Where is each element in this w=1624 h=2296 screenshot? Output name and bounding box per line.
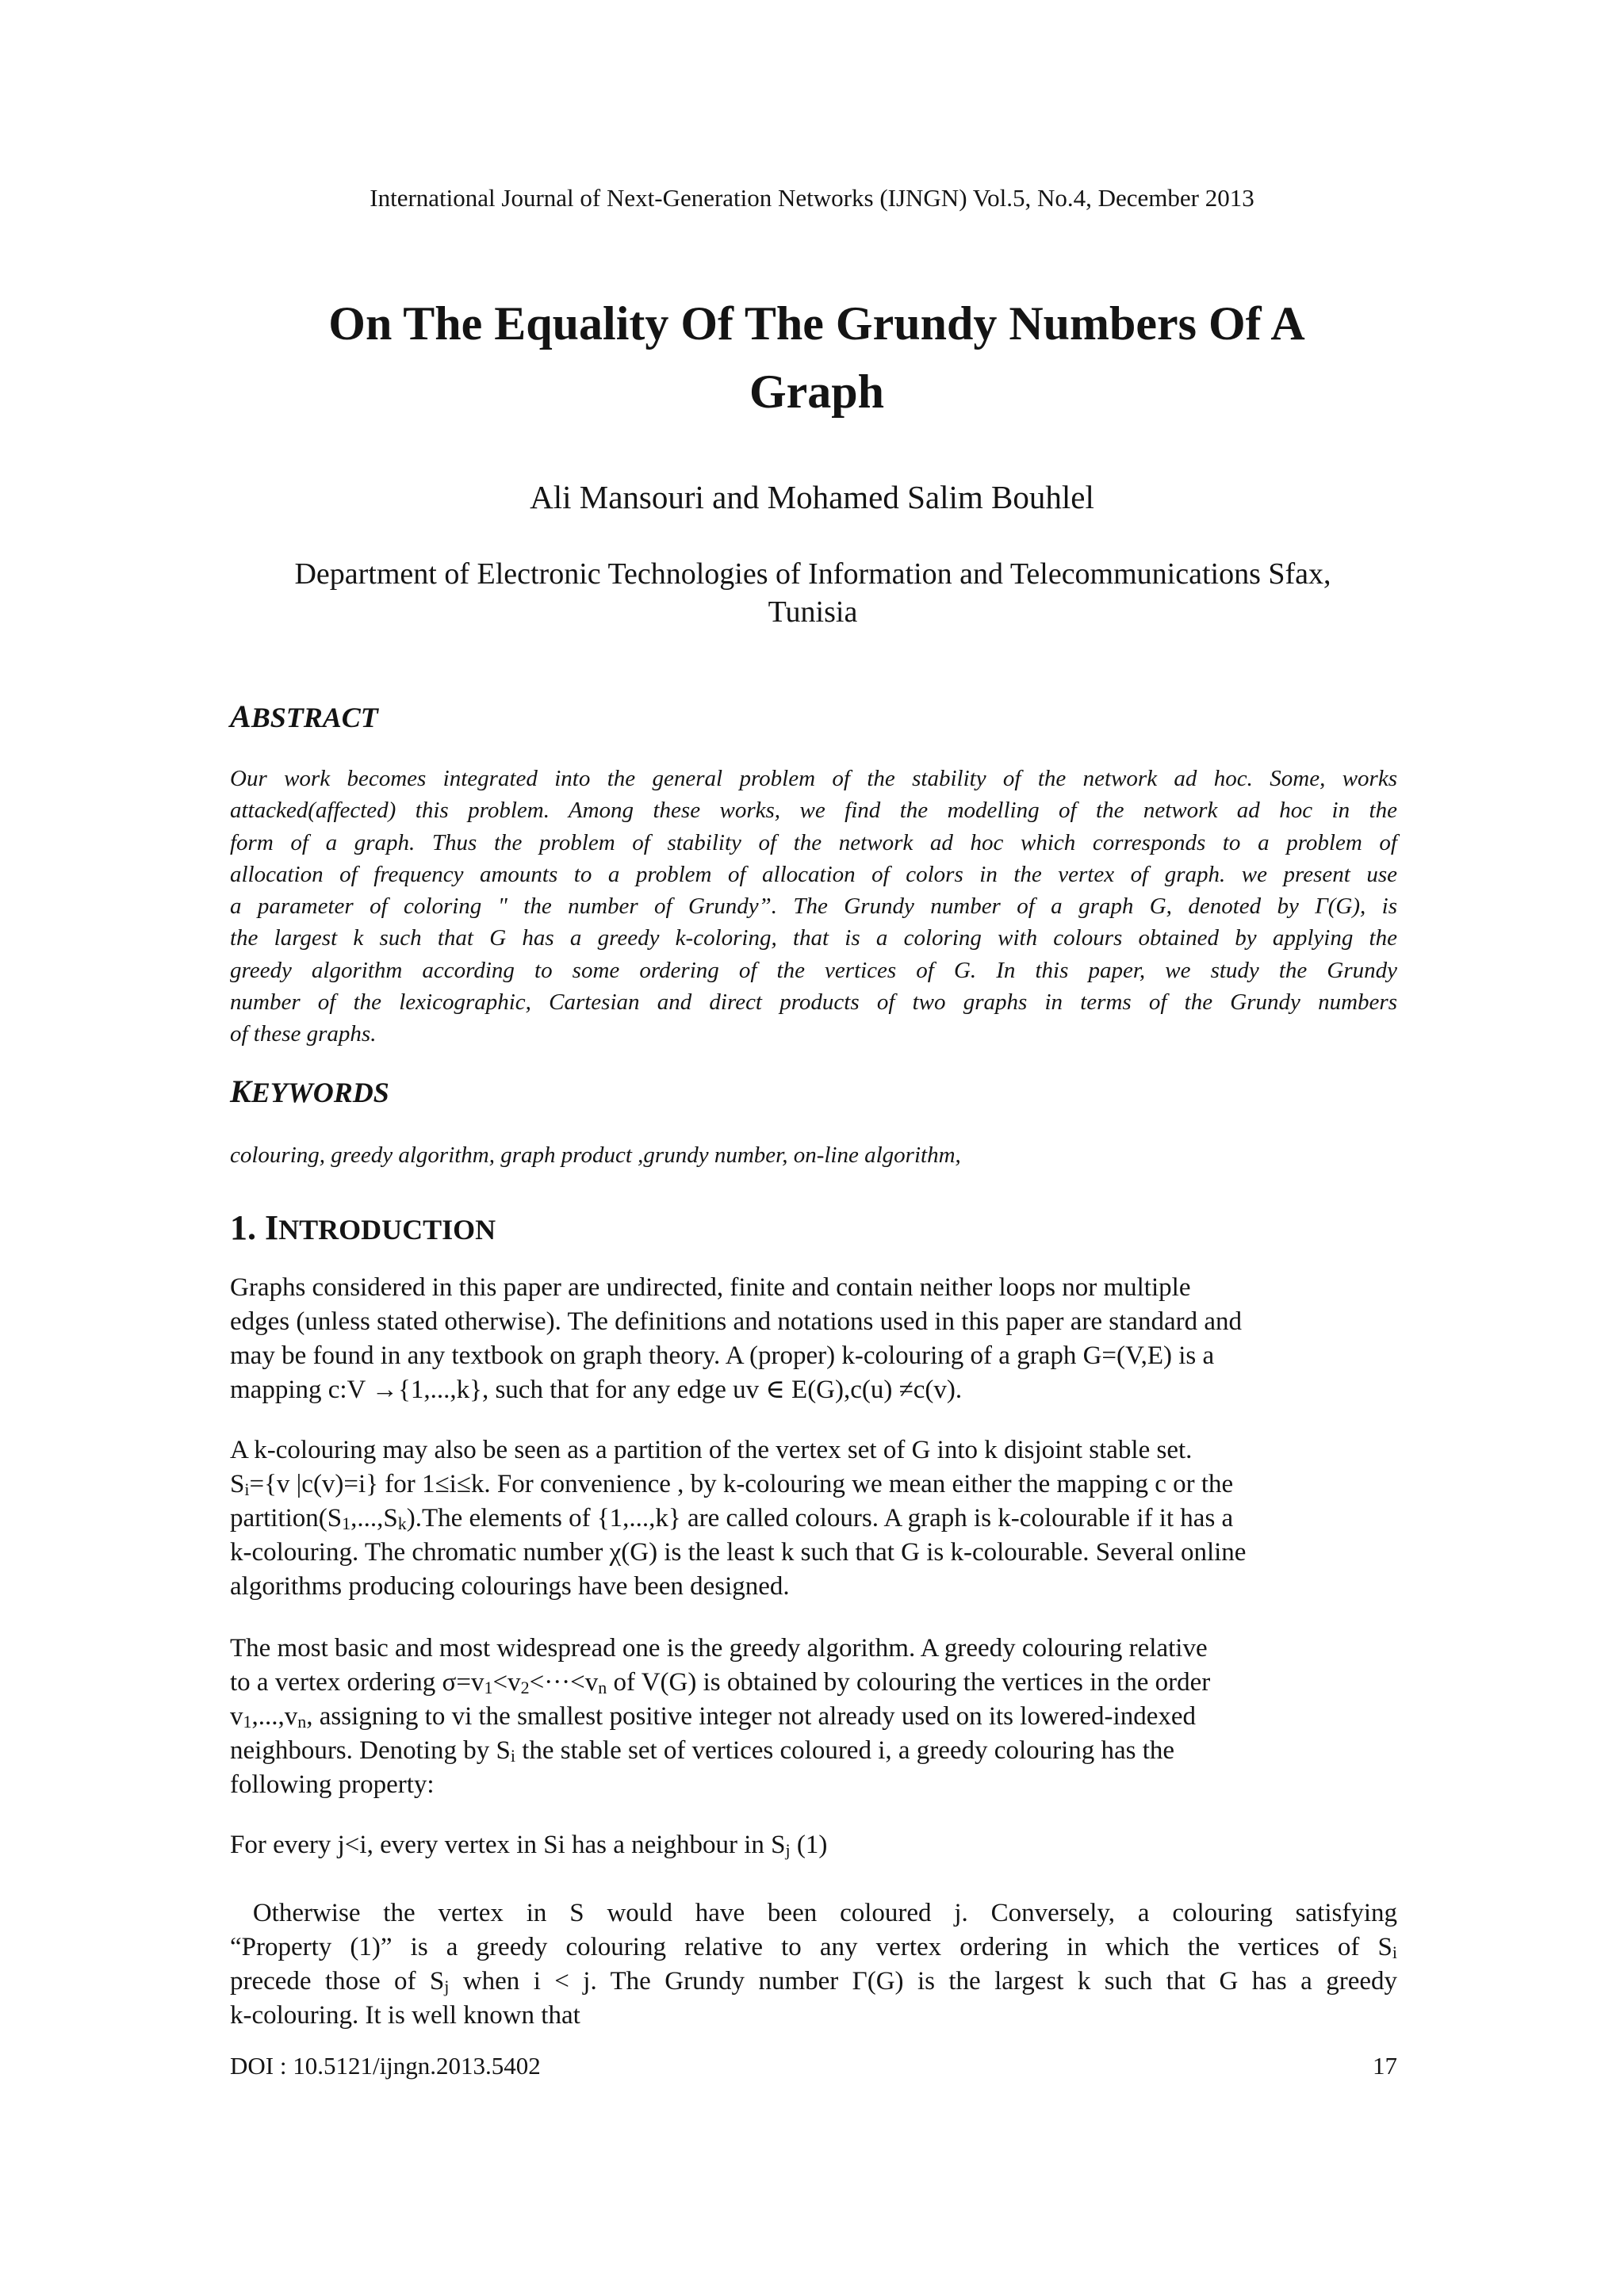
keywords-heading-rest: EYWORDS	[251, 1077, 389, 1108]
introduction-heading	[230, 1207, 496, 1248]
abstract-heading-initial: A	[230, 698, 251, 734]
intro-p4-line-4: k-colouring. It is well known that	[230, 2001, 580, 2030]
abstract-line-4: allocation of frequency amounts to a problem of allocation of colors in the vertex of graph. we present use	[230, 861, 1397, 887]
abstract-line-1: Our work becomes integrated into the general problem of the stability of the network ad hoc. Some, works	[230, 766, 1397, 791]
intro-p1-line-4: mapping c:V →{1,...,k}, such that for any edge uv ∈ E(G),c(u) ≠c(v).	[230, 1376, 963, 1404]
intro-p1-line-1: Graphs considered in this paper are undirected, finite and contain neither loops nor multiple	[230, 1273, 1191, 1302]
keywords-heading-initial: K	[230, 1073, 251, 1109]
intro-paragraph-2	[230, 1433, 1397, 1604]
affiliation	[230, 555, 1396, 631]
abstract-line-2: attacked(affected) this problem. Among these works, we find the modelling of the network ad hoc in the	[230, 798, 1397, 824]
intro-p1-line-3: may be found in any textbook on graph theory. A (proper) k-colouring of a graph G=(V,E) is a	[230, 1341, 1215, 1370]
intro-p2-line-1: A k-colouring may also be seen as a partition of the vertex set of G into k disjoint stable set.	[230, 1436, 1193, 1464]
paper-title	[198, 289, 1435, 426]
property-line: For every j<i, every vertex in Si has a neighbour in $S_j$ (1)	[230, 1831, 828, 1860]
abstract-heading-rest: BSTRACT	[251, 702, 378, 733]
intro-p2-line-4: k-colouring. The chromatic number χ(G) is the least k such that G is k-colourable. Several online	[230, 1538, 1247, 1567]
intro-p4-line-1: Otherwise the vertex in S would have been coloured j. Conversely, a colouring satisfying	[230, 1899, 1397, 1927]
intro-p2-line-2: $S_i=\{v$ |c(v)=i} for 1≤i≤k. For convenience , by k-colouring we mean either the mapping c or the	[230, 1470, 1234, 1499]
abstract-line-9: of these graphs.	[230, 1021, 377, 1047]
introduction-heading-initial: I	[265, 1208, 279, 1247]
introduction-heading-number: 1.	[230, 1208, 265, 1247]
paper-title-line-2: Graph	[749, 365, 885, 418]
intro-p1-line-2: edges (unless stated otherwise). The definitions and notations used in this paper are standard and	[230, 1307, 1242, 1336]
abstract-body	[230, 763, 1397, 1050]
intro-paragraph-3	[230, 1632, 1397, 1802]
keywords-heading	[230, 1073, 389, 1110]
intro-p2-line-5: algorithms producing colourings have been designed.	[230, 1572, 790, 1601]
keywords-text: colouring, greedy algorithm, graph product ,grundy number, on-line algorithm,	[230, 1142, 961, 1168]
intro-p4-line-3: precede those of $S_j$ when i < j. The Grundy number Γ(G) is the largest k such that G has a greedy	[230, 1967, 1397, 1996]
intro-p3-line-5: following property:	[230, 1770, 435, 1799]
authors: Ali Mansouri and Mohamed Salim Bouhlel	[530, 479, 1094, 515]
intro-paragraph-1	[230, 1271, 1397, 1407]
abstract-line-8: number of the lexicographic, Cartesian and direct products of two graphs in terms of the Grundy numbers	[230, 989, 1397, 1016]
running-head: International Journal of Next-Generation Networks (IJNGN) Vol.5, No.4, December 2013	[370, 184, 1254, 212]
intro-p2-line-3: $partition(S_1,...,S_k).The$ elements of {1,...,k} are called colours. A graph is k-colourable if it has a	[230, 1504, 1234, 1533]
abstract-line-6: the largest k such that G has a greedy k-coloring, that is a coloring with colours obtained by applying the	[230, 925, 1397, 951]
intro-p3-line-4: neighbours. Denoting by $S_i$ the stable set of vertices coloured i, a greedy colouring has the	[230, 1736, 1175, 1766]
intro-p3-line-3: $v_1,...,v_n$, assigning to vi the smallest positive integer not already used on its lowered-indexed	[230, 1702, 1197, 1732]
affiliation-line-1: Department of Electronic Technologies of Information and Telecommunications Sfax,	[294, 557, 1331, 591]
intro-p3-line-2: to a vertex ordering $\sigma=v_1<v_2<\cdot\cdot\cdot<v_n$ of V(G) is obtained by colouring the vertices in the order	[230, 1668, 1211, 1697]
abstract-line-7: greedy algorithm according to some ordering of the vertices of G. In this paper, we study the Grundy	[230, 957, 1397, 983]
introduction-heading-rest: NTRODUCTION	[278, 1214, 496, 1246]
abstract-heading	[230, 698, 378, 735]
intro-p3-line-1: The most basic and most widespread one is the greedy algorithm. A greedy colouring relative	[230, 1634, 1208, 1663]
abstract-line-3: form of a graph. Thus the problem of stability of the network ad hoc which corresponds to a problem of	[230, 829, 1397, 855]
intro-paragraph-4	[230, 1896, 1397, 2033]
footer-page-number: 17	[1373, 2052, 1397, 2080]
abstract-line-5: a parameter of coloring " the number of Grundy”. The Grundy number of a graph G, denoted by Γ(G), is	[230, 894, 1397, 920]
paper-title-line-1: On The Equality Of The Grundy Numbers Of A	[328, 297, 1305, 350]
footer-doi: DOI : 10.5121/ijngn.2013.5402	[230, 2052, 541, 2080]
affiliation-line-2: Tunisia	[768, 595, 858, 629]
intro-p4-line-2: “Property (1)” is a greedy colouring relative to any vertex ordering in which the vertices of $S_i$	[230, 1933, 1397, 1962]
